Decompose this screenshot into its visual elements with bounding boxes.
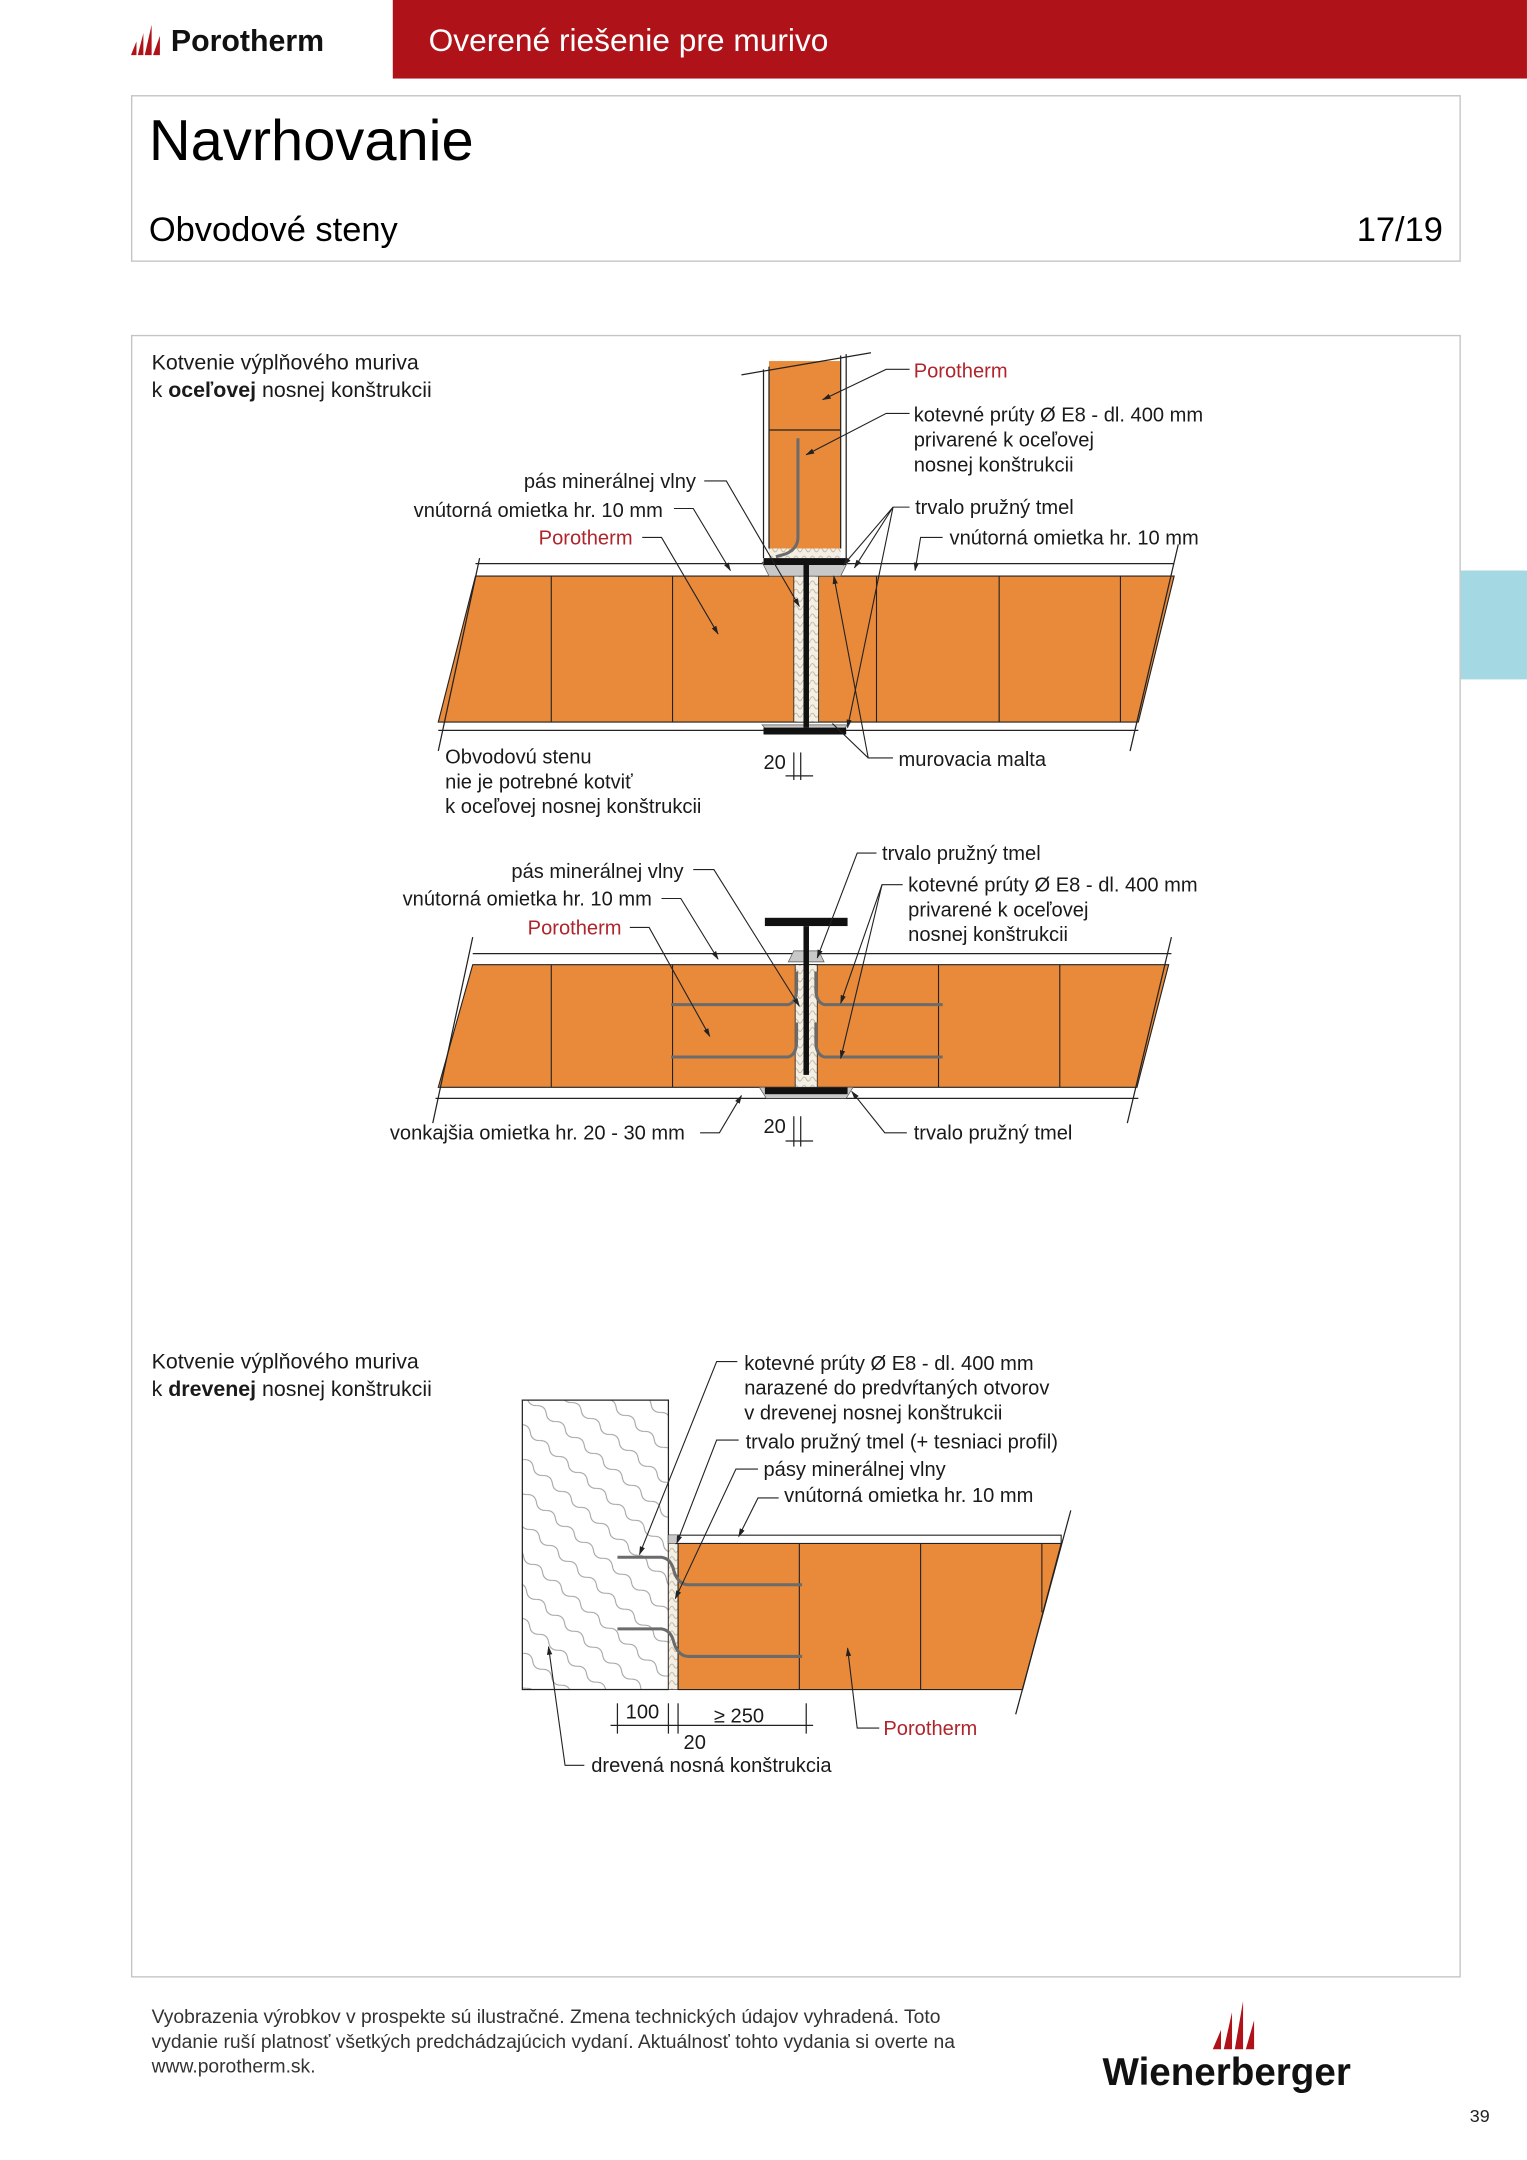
footer-disclaimer-2: vydanie ruší platnosť všetkých predchádzajúcich vydaní. Aktuálnosť tohto vydania si overte na xyxy=(151,2031,955,2053)
porotherm-logo-icon xyxy=(131,25,160,55)
d1-label-mortar: murovacia malta xyxy=(898,749,1047,772)
page-subtitle: Obvodové steny xyxy=(148,211,398,250)
side-tab[interactable] xyxy=(1461,571,1527,680)
d1-note-1: Obvodovú stenu xyxy=(445,746,592,769)
d1-label-inner-plaster-right: vnútorná omietka hr. 10 mm xyxy=(949,527,1199,550)
d2-label-rods-3: nosnej konštrukcii xyxy=(908,924,1069,947)
d2-label-mineral-wool: pás minerálnej vlny xyxy=(511,860,684,883)
company-logo-text: Wienerberger xyxy=(1102,2051,1351,2095)
d2-label-inner-plaster: vnútorná omietka hr. 10 mm xyxy=(402,888,652,911)
d1-label-sealant: trvalo pružný tmel xyxy=(915,497,1074,520)
d2-label-sealant-bottom: trvalo pružný tmel xyxy=(913,1122,1073,1145)
d1-label-porotherm-top: Porotherm xyxy=(913,360,1008,383)
steel-heading-line1: Kotvenie výplňového muriva xyxy=(151,350,419,375)
d1-label-inner-plaster-left: vnútorná omietka hr. 10 mm xyxy=(413,499,663,522)
d2-dim-20: 20 xyxy=(763,1115,786,1138)
brand-name: Porotherm xyxy=(170,24,325,58)
steel-heading-line2: k oceľovej nosnej konštrukcii xyxy=(151,377,432,402)
d3-dim-250: ≥ 250 xyxy=(713,1705,765,1728)
footer-website[interactable]: www.porotherm.sk. xyxy=(151,2056,316,2078)
d3-label-rods-3: v drevenej nosnej konštrukcii xyxy=(744,1402,1003,1425)
section-counter: 17/19 xyxy=(1356,211,1443,250)
d1-label-porotherm-left: Porotherm xyxy=(538,527,633,550)
d2-label-outer-plaster: vonkajšia omietka hr. 20 - 30 mm xyxy=(389,1122,685,1145)
footer-disclaimer-1: Vyobrazenia výrobkov v prospekte sú ilustračné. Zmena technických údajov vyhradená. Toto xyxy=(151,2007,941,2029)
d1-note-2: nie je potrebné kotviť xyxy=(445,771,633,794)
d3-label-porotherm: Porotherm xyxy=(883,1718,978,1741)
d3-dim-20: 20 xyxy=(683,1731,706,1754)
d2-label-porotherm: Porotherm xyxy=(527,917,622,940)
d3-label-rods-1: kotevné prúty Ø E8 - dl. 400 mm xyxy=(744,1352,1034,1375)
d2-label-rods-2: privarené k oceľovej xyxy=(908,899,1089,922)
d1-note-3: k oceľovej nosnej konštrukcii xyxy=(445,796,702,819)
wienerberger-logo xyxy=(1103,2001,1351,2094)
page-number: 39 xyxy=(1469,2106,1490,2127)
d1-label-mineral-wool: pás minerálnej vlny xyxy=(523,470,696,493)
d3-label-inner-plaster: vnútorná omietka hr. 10 mm xyxy=(784,1485,1034,1508)
d2-label-rods-1: kotevné prúty Ø E8 - dl. 400 mm xyxy=(908,874,1198,897)
d3-label-timber: drevená nosná konštrukcia xyxy=(591,1755,832,1778)
d3-label-mineral-wool: pásy minerálnej vlny xyxy=(763,1458,946,1481)
wienerberger-logo-icon xyxy=(1213,2001,1254,2049)
porotherm-logo xyxy=(131,25,324,58)
d3-label-sealant: trvalo pružný tmel (+ tesniaci profil) xyxy=(745,1431,1058,1454)
timber-heading-line2: k drevenej nosnej konštrukcii xyxy=(151,1376,432,1401)
timber-heading-line1: Kotvenie výplňového muriva xyxy=(151,1349,419,1374)
d3-label-rods-2: narazené do predvŕtaných otvorov xyxy=(744,1377,1050,1400)
header-tagline: Overené riešenie pre murivo xyxy=(428,21,829,58)
d1-dim-20: 20 xyxy=(763,751,786,774)
d2-label-sealant-top: trvalo pružný tmel xyxy=(882,842,1041,865)
d1-label-rods-3: nosnej konštrukcii xyxy=(913,454,1074,477)
d1-label-rods-1: kotevné prúty Ø E8 - dl. 400 mm xyxy=(913,404,1204,427)
d1-label-rods-2: privarené k oceľovej xyxy=(913,429,1094,452)
d3-dim-100: 100 xyxy=(625,1701,660,1724)
page-title: Navrhovanie xyxy=(148,108,474,173)
